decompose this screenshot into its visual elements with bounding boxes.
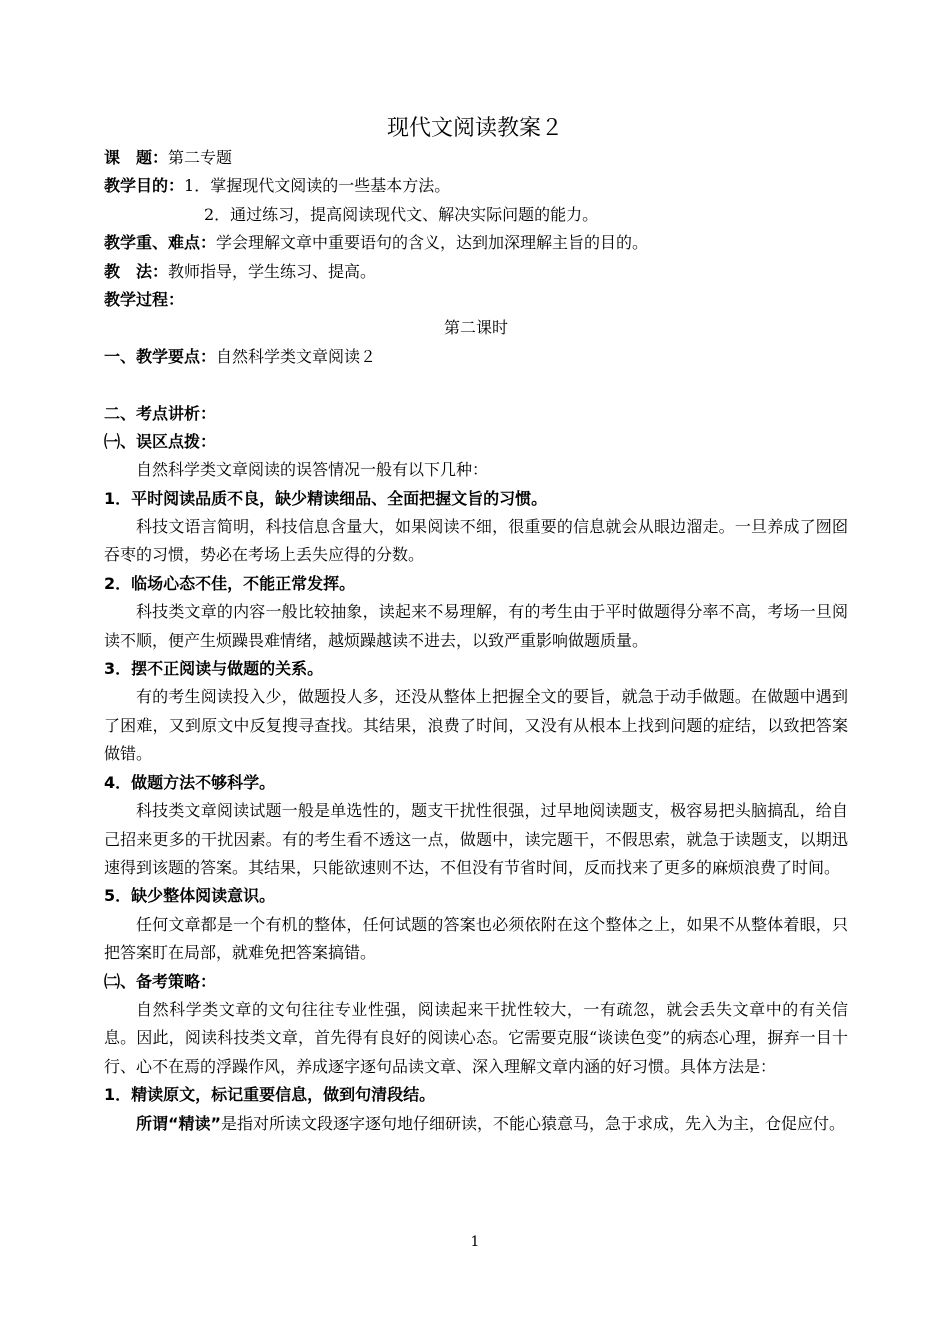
key-points-line bbox=[104, 229, 848, 257]
section2-heading: 二、考点讲析： bbox=[104, 403, 217, 423]
aims-label: 教学目的： bbox=[104, 176, 185, 196]
aims-line-2 bbox=[104, 201, 848, 229]
section1-value: 自然科学类文章阅读２ bbox=[216, 346, 377, 366]
topic-label: 课 题： bbox=[104, 148, 169, 167]
method-line bbox=[104, 258, 848, 286]
mistake-1-text: 科技文语言简明，科技信息含量大，如果阅读不细，很重要的信息就会从眼边溜走。一旦养成了囫囵吞枣的习惯，势必在考场上丢失应得的分数。 bbox=[104, 517, 848, 565]
mistake-4-heading: 4．做题方法不够科学。 bbox=[104, 772, 276, 792]
key-points-value: 学会理解文章中重要语句的含义，达到加深理解主旨的目的。 bbox=[216, 233, 649, 253]
mistake-5-heading: 5．缺少整体阅读意识。 bbox=[104, 886, 276, 906]
process-label: 教学过程： bbox=[104, 289, 185, 309]
mistake-4-text: 科技类文章阅读试题一般是单选性的，题支干扰性很强，过早地阅读题支，极容易把头脑搞乱，给自己招来更多的干扰因素。有的考生看不透这一点，做题中，读完题干，不假思索，就急于读题支，以期迅速得到该题的答案。其结果，只能欲速则不达，不但没有节省时间，反而找来了更多的麻烦浪费了时间。 bbox=[104, 801, 848, 877]
process-line bbox=[104, 286, 848, 314]
topic-line bbox=[104, 144, 848, 172]
key-points-label: 教学重、难点： bbox=[104, 233, 217, 253]
strategy-intro: 自然科学类文章的文句往往专业性强，阅读起来干扰性较大，一有疏忽，就会丢失文章中的有关信息。因此，阅读科技类文章，首先得有良好的阅读心态。它需要克服“谈读色变”的病态心理，摒弃一目十行、心不在焉的浮躁作风，养成逐字逐句品读文章、深入理解文章内涵的好习惯。具体方法是： bbox=[104, 999, 848, 1076]
strategy-1-heading: 1．精读原文，标记重要信息，做到句清段结。 bbox=[104, 1085, 436, 1105]
intro-paragraph: 自然科学类文章阅读的误答情况一般有以下几种： bbox=[136, 460, 489, 480]
mistake-3-text: 有的考生阅读投入少，做题投人多，还没从整体上把握全文的要旨，就急于动手做题。在做题中遇到了困难，又到原文中反复搜寻查找。其结果，浪费了时间，又没有从根本上找到问题的症结，以致把答案做错。 bbox=[104, 687, 848, 764]
section1-label: 一、教学要点： bbox=[104, 346, 217, 366]
aims-item-2: 2．通过练习，提高阅读现代文、解决实际问题的能力。 bbox=[204, 204, 599, 224]
mistake-2-text: 科技类文章的内容一般比较抽象，读起来不易理解，有的考生由于平时做题得分率不高，考场一旦阅读不顺，便产生烦躁畏难情绪，越烦躁越读不进去，以致严重影响做题质量。 bbox=[104, 602, 848, 650]
aims-line bbox=[104, 172, 848, 200]
strategy-1-paragraph bbox=[104, 1110, 848, 1138]
mistake-1-heading: 1．平时阅读品质不良，缺少精读细品、全面把握文旨的习惯。 bbox=[104, 488, 548, 508]
mistake-5-text: 任何文章都是一个有机的整体，任何试题的答案也必须依附在这个整体之上，如果不从整体着眼，只把答案盯在局部，就难免把答案搞错。 bbox=[104, 914, 848, 963]
method-value: 教师指导，学生练习、提高。 bbox=[168, 261, 377, 281]
sub1-heading: ㈠、误区点拨： bbox=[104, 431, 217, 451]
strategy-1-text: 是指对所读文段逐字逐句地仔细研读，不能心猿意马，急于求成，先入为主，仓促应付。 bbox=[221, 1113, 846, 1133]
document-body bbox=[104, 144, 848, 1138]
topic-value: 第二专题 bbox=[168, 148, 233, 167]
aims-item-1: 1．掌握现代文阅读的一些基本方法。 bbox=[184, 176, 451, 196]
section1-line bbox=[104, 343, 848, 371]
strategy-1-term: 所谓“精读” bbox=[136, 1113, 222, 1133]
spacer bbox=[104, 371, 848, 399]
mistake-3-heading: 3．摆不正阅读与做题的关系。 bbox=[104, 659, 324, 679]
document-title: 现代文阅读教案２ bbox=[386, 116, 563, 141]
method-label: 教 法： bbox=[104, 261, 169, 281]
lesson-heading: 第二课时 bbox=[443, 318, 508, 338]
mistake-2-heading: 2．临场心态不佳，不能正常发挥。 bbox=[104, 573, 356, 593]
sub2-heading: ㈡、备考策略： bbox=[104, 971, 217, 991]
page-number: 1 bbox=[470, 1234, 480, 1250]
